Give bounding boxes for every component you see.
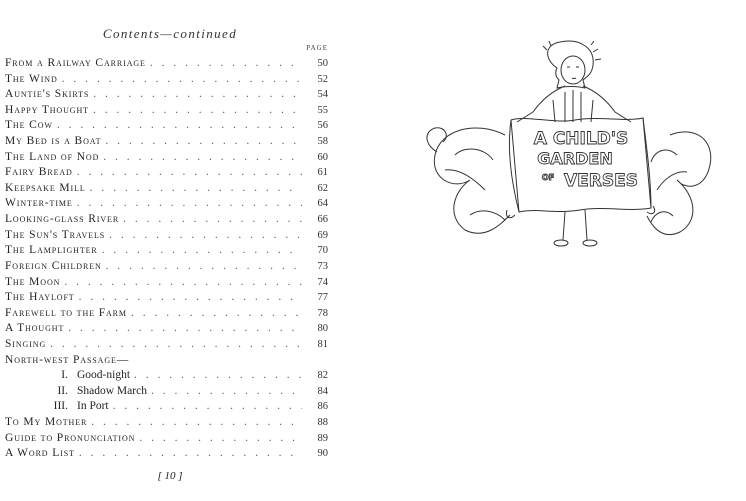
toc-entry-page: 62: [317, 182, 328, 194]
banner-title-line3: VERSES: [564, 171, 638, 191]
toc-entry[interactable]: [5, 337, 328, 353]
toc-entry-title: To My Mother: [5, 416, 88, 429]
page-number: [ 10 ]: [157, 470, 183, 482]
toc-entry[interactable]: [5, 431, 328, 447]
contents-heading: Contents—continued: [102, 26, 238, 41]
toc-entry-page: 84: [317, 385, 328, 397]
toc-entry-title: Auntie's Skirts: [5, 88, 90, 101]
contents-list: [5, 56, 328, 462]
toc-subentry[interactable]: [5, 384, 328, 400]
toc-entry[interactable]: [5, 56, 328, 72]
toc-entry-page: 61: [317, 167, 328, 179]
toc-entry[interactable]: [5, 150, 328, 166]
toc-entry[interactable]: [5, 290, 328, 306]
page-column-label: PAGE: [306, 44, 328, 52]
toc-subentry-title: In Port: [77, 400, 109, 413]
toc-entry[interactable]: [5, 72, 328, 88]
toc-subentry-numeral: II.: [57, 384, 68, 397]
toc-entry-page: 73: [317, 260, 328, 272]
toc-entry[interactable]: [5, 228, 328, 244]
toc-entry-page: 80: [317, 323, 328, 335]
toc-entry-title: A Word List: [5, 447, 75, 460]
girl-face: [561, 56, 585, 84]
toc-entry-page: 54: [317, 89, 328, 101]
banner-title-line2: GARDEN: [537, 149, 613, 168]
toc-entry-title: My Bed is a Boat: [5, 135, 102, 148]
frontispiece-illustration: [415, 40, 715, 250]
toc-entry[interactable]: [5, 415, 328, 431]
toc-entry-title: Winter-time: [5, 197, 73, 210]
toc-entry-page: 56: [317, 120, 328, 132]
toc-entry-page: 81: [317, 338, 328, 350]
toc-entry-page: 55: [317, 104, 328, 116]
toc-subentry[interactable]: [5, 399, 328, 415]
toc-entry-title: From a Railway Carriage: [5, 57, 146, 69]
toc-entry-page: 77: [317, 292, 328, 304]
toc-entry-title: The Wind: [5, 72, 58, 85]
toc-entry[interactable]: [5, 321, 328, 337]
toc-entry[interactable]: [5, 275, 328, 291]
toc-entry[interactable]: [5, 165, 328, 181]
toc-entry-page: 90: [317, 448, 328, 460]
toc-entry-title: Looking-glass River: [5, 213, 120, 226]
toc-entry[interactable]: [5, 212, 328, 228]
left-flourish: [434, 128, 510, 233]
toc-entry-page: 64: [317, 198, 328, 210]
banner-title-of: OF: [541, 173, 555, 182]
toc-entry-title: Foreign Children: [5, 259, 102, 272]
toc-section-heading: [5, 353, 328, 369]
toc-entry-page: 66: [317, 214, 328, 226]
toc-entry[interactable]: [5, 134, 328, 150]
toc-entry-page: 78: [317, 307, 328, 319]
toc-subentry-title: Good-night: [77, 369, 131, 382]
toc-entry-title: The Sun's Travels: [5, 228, 106, 241]
contents-page: [0, 0, 340, 501]
toc-entry[interactable]: [5, 87, 328, 103]
toc-entry-title: The Land of Nod: [5, 150, 100, 163]
toc-entry-title: The Moon: [5, 275, 61, 288]
banner-title-line1: A CHILD'S: [533, 129, 629, 149]
toc-entry-page: 60: [317, 151, 328, 163]
toc-entry-title: Happy Thought: [5, 103, 89, 116]
girl-hair: [548, 41, 594, 88]
toc-entry[interactable]: [5, 446, 328, 462]
toc-entry-title: The Cow: [5, 119, 53, 132]
toc-subentry-numeral: III.: [53, 400, 68, 413]
toc-section-title: North-west Passage—: [5, 353, 130, 366]
toc-entry-title: The Hayloft: [5, 291, 75, 304]
toc-entry[interactable]: [5, 118, 328, 134]
toc-entry-title: Farewell to the Farm: [5, 306, 127, 319]
toc-entry-title: Guide to Pronunciation: [5, 431, 136, 444]
toc-entry-page: 86: [317, 401, 328, 413]
toc-entry-page: 58: [317, 136, 328, 148]
toc-entry[interactable]: [5, 103, 328, 119]
toc-entry[interactable]: [5, 259, 328, 275]
toc-entry-page: 70: [317, 245, 328, 257]
toc-entry-title: The Lamplighter: [5, 244, 98, 257]
right-flourish: [647, 132, 711, 235]
toc-entry[interactable]: [5, 243, 328, 259]
toc-subentry[interactable]: [5, 368, 328, 384]
toc-entry[interactable]: [5, 196, 328, 212]
toc-entry[interactable]: [5, 181, 328, 197]
toc-subentry-title: Shadow March: [77, 384, 147, 397]
toc-entry-page: 52: [317, 73, 328, 85]
toc-entry-title: Singing: [5, 337, 47, 350]
toc-entry-title: Keepsake Mill: [5, 181, 86, 194]
toc-subentry-numeral: I.: [61, 369, 68, 382]
toc-entry-page: 50: [317, 58, 328, 69]
toc-entry-page: 89: [317, 432, 328, 444]
toc-entry-page: 82: [317, 370, 328, 382]
toc-entry[interactable]: [5, 306, 328, 322]
toc-entry-page: 69: [317, 229, 328, 241]
toc-entry-page: 88: [317, 417, 328, 429]
toc-entry-title: Fairy Bread: [5, 166, 73, 179]
toc-entry-title: A Thought: [5, 322, 65, 335]
toc-entry-page: 74: [317, 276, 328, 288]
